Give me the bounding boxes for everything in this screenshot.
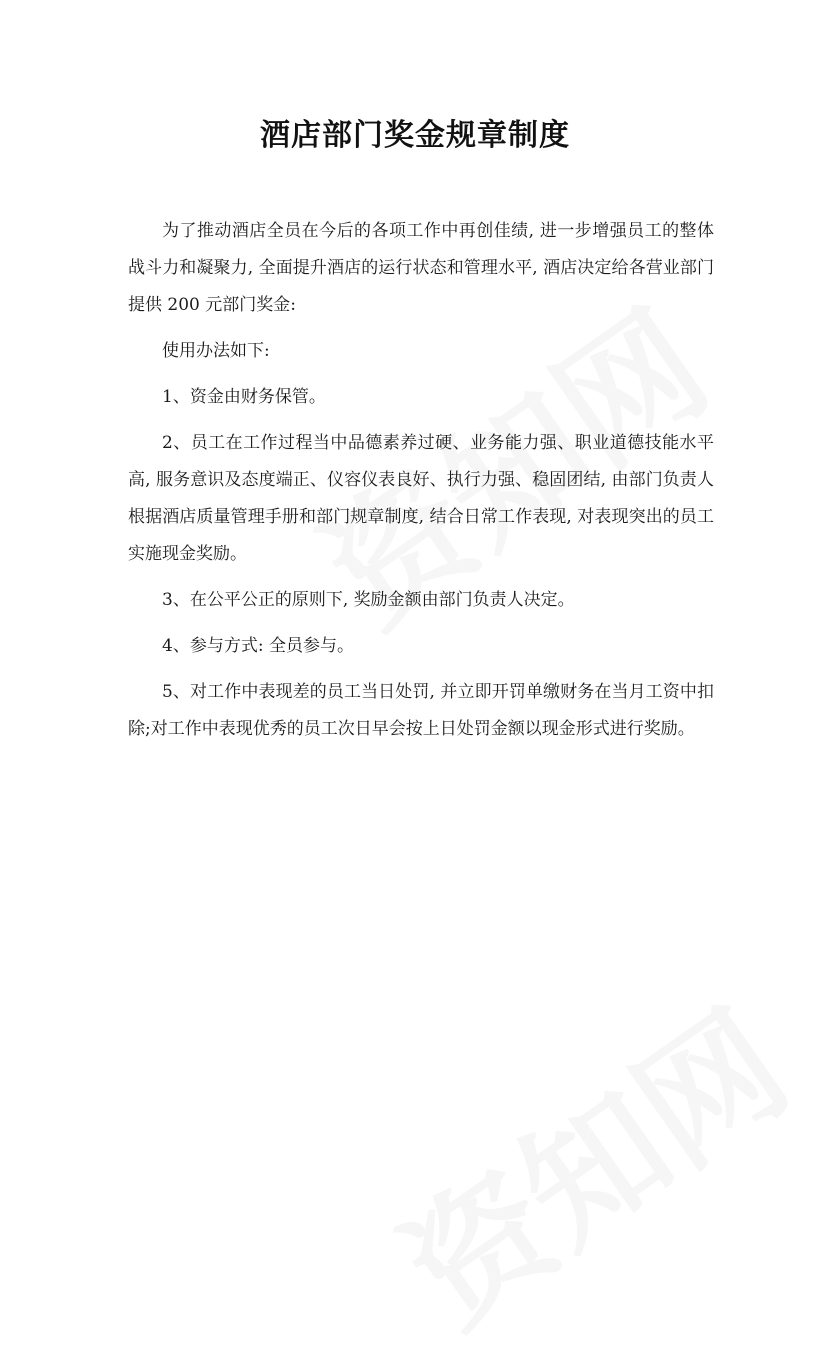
paragraph-rule-4: 4、参与方式: 全员参与。 xyxy=(162,636,354,656)
paragraph-rule-3: 3、在公平公正的原则下, 奖励金额由部门负责人决定。 xyxy=(162,590,575,610)
document-body xyxy=(128,213,714,757)
paragraph-intro: 为了推动酒店全员在今后的各项工作中再创佳绩, 进一步增强员工的整体战斗力和凝聚力, 全面提升酒店的运行状态和管理水平, 酒店决定给各营业部门提供 200 元部门奖金: xyxy=(128,221,714,315)
paragraph-rule-5: 5、对工作中表现差的员工当日处罚, 并立即开罚单缴财务在当月工资中扣除;对工作中表现优秀的员工次日早会按上日处罚金额以现金形式进行奖励。 xyxy=(128,682,714,739)
document-title: 酒店部门奖金规章制度 xyxy=(260,118,570,153)
paragraph-rule-2: 2、员工在工作过程当中品德素养过硬、业务能力强、职业道德技能水平高, 服务意识及态度端正、仪容仪表良好、执行力强、稳固团结, 由部门负责人根据酒店质量管理手册和部门规章制度, 结合日常工作表现, 对表现突出的员工实施现金奖励。 xyxy=(128,433,714,564)
paragraph-usage-heading: 使用办法如下: xyxy=(162,341,270,361)
watermark-bottom xyxy=(360,958,819,1363)
paragraph-rule-1: 1、资金由财务保管。 xyxy=(162,387,326,407)
